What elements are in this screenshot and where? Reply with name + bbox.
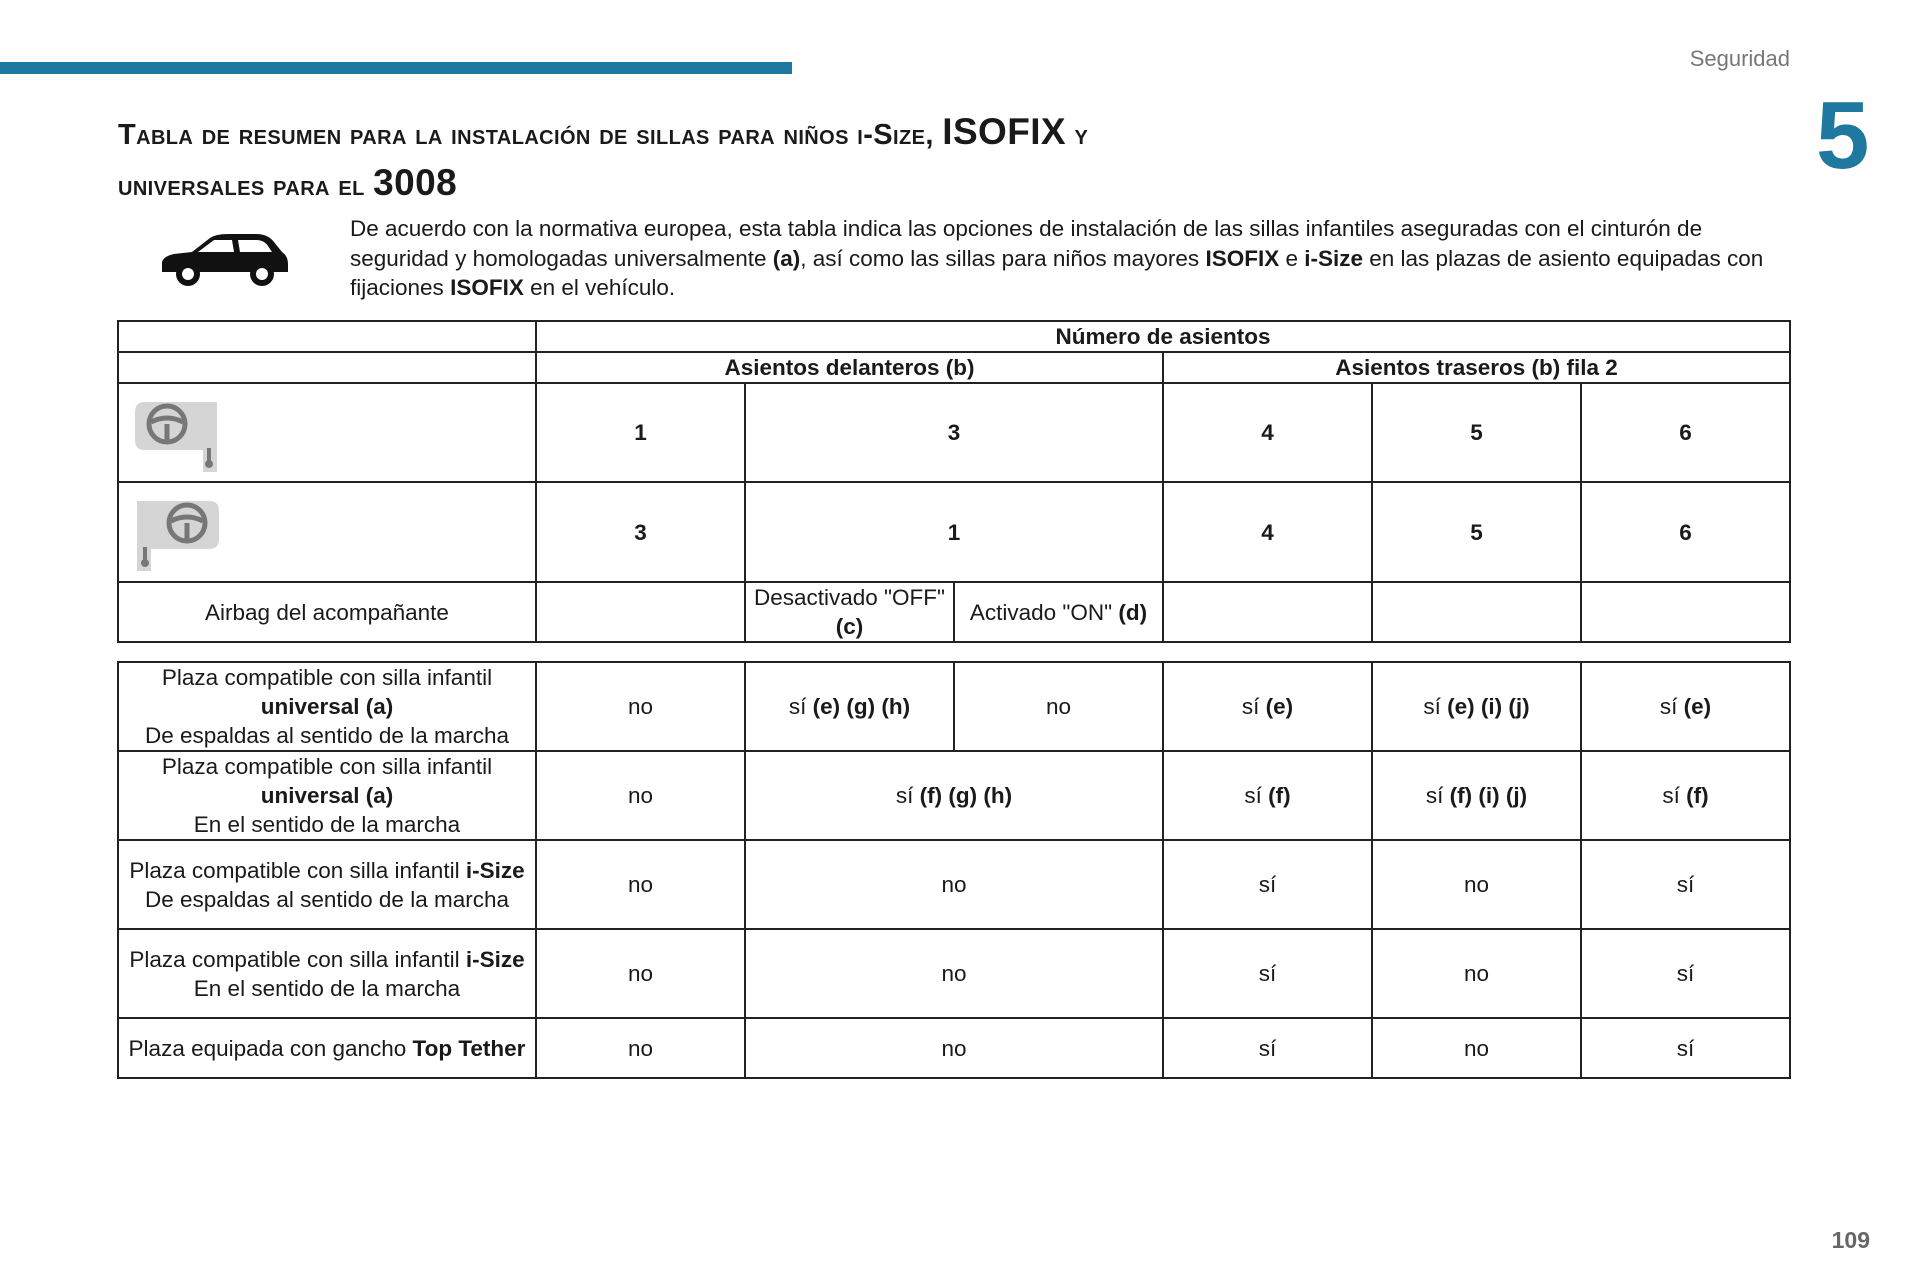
row-label: Plaza compatible con silla infantil universal (a) En el sentido de la marcha: [118, 751, 536, 840]
lhd-icon-cell: [118, 383, 536, 482]
airbag-label: Airbag del acompañante: [118, 582, 536, 642]
empty-cell: [536, 582, 745, 642]
row-label: Plaza compatible con silla infantil universal (a) De espaldas al sentido de la marcha: [118, 662, 536, 751]
empty-cell: [1581, 582, 1790, 642]
empty-cell: [1163, 582, 1372, 642]
seat-3-value: sí (f) (g) (h): [745, 751, 1163, 840]
seat-4-value: sí (e): [1163, 662, 1372, 751]
seat-6-value: sí: [1581, 1018, 1790, 1078]
empty-cell: [118, 352, 536, 383]
table-row: [118, 662, 1790, 751]
lhd-seat-3: 3: [745, 383, 1163, 482]
seat-3-airbag-off-value: sí (e) (g) (h): [745, 662, 954, 751]
table-row: [118, 929, 1790, 1018]
lhd-seat-4: 4: [1163, 383, 1372, 482]
compatibility-table: [117, 661, 1791, 1079]
seat-4-value: sí: [1163, 929, 1372, 1018]
row-label: Plaza compatible con silla infantil i-Size En el sentido de la marcha: [118, 929, 536, 1018]
section-label: Seguridad: [1689, 46, 1790, 71]
seat-3-value: no: [745, 929, 1163, 1018]
lhd-seat-1: 1: [536, 383, 745, 482]
car-icon: [158, 228, 290, 288]
seat-1-value: no: [536, 662, 745, 751]
seat-1-value: no: [536, 840, 745, 929]
seat-5-value: no: [1372, 1018, 1581, 1078]
seat-1-value: no: [536, 929, 745, 1018]
page-title: Tabla de resumen para la instalación de sillas para niños i-Size, ISOFIX y universales para el 3008: [118, 111, 1089, 203]
empty-cell: [118, 321, 536, 352]
seat-1-value: no: [536, 1018, 745, 1078]
seat-6-value: sí (f): [1581, 751, 1790, 840]
lhd-seat-6: 6: [1581, 383, 1790, 482]
seat-1-value: no: [536, 751, 745, 840]
seat-5-value: no: [1372, 929, 1581, 1018]
seat-6-value: sí (e): [1581, 662, 1790, 751]
seat-6-value: sí: [1581, 840, 1790, 929]
seat-3-value: no: [745, 840, 1163, 929]
seat-number-header: Número de asientos: [536, 321, 1790, 352]
seat-5-value: no: [1372, 840, 1581, 929]
rhd-seat-3: 3: [536, 482, 745, 582]
seat-4-value: sí: [1163, 1018, 1372, 1078]
rear-seats-header: Asientos traseros (b) fila 2: [1163, 352, 1790, 383]
left-hand-drive-steering-icon: [129, 396, 225, 472]
airbag-off-cell: Desactivado "OFF" (c): [745, 582, 954, 642]
seat-3-value: no: [745, 1018, 1163, 1078]
seat-4-value: sí: [1163, 840, 1372, 929]
front-seats-header: Asientos delanteros (b): [536, 352, 1163, 383]
seat-5-value: sí (f) (i) (j): [1372, 751, 1581, 840]
seat-5-value: sí (e) (i) (j): [1372, 662, 1581, 751]
row-label: Plaza equipada con gancho Top Tether: [118, 1018, 536, 1078]
lhd-seat-5: 5: [1372, 383, 1581, 482]
empty-cell: [1372, 582, 1581, 642]
page-number: 109: [1831, 1227, 1870, 1253]
top-accent-bar: [0, 62, 792, 74]
rhd-seat-1: 1: [745, 482, 1163, 582]
rhd-seat-5: 5: [1372, 482, 1581, 582]
intro-paragraph: De acuerdo con la normativa europea, esta tabla indica las opciones de instalación de las sillas infantiles aseguradas con el cinturón de seguridad y homologadas universalmente (a), así como las sillas para niños mayores ISOFIX e i-Size en las plazas de asiento equipadas con fijaciones ISOFIX en el vehículo.: [350, 216, 1764, 300]
table-row: [118, 751, 1790, 840]
seat-numbers-table: [117, 320, 1791, 643]
seat-4-value: sí (f): [1163, 751, 1372, 840]
right-hand-drive-steering-icon: [129, 495, 225, 571]
table-row: [118, 840, 1790, 929]
rhd-icon-cell: [118, 482, 536, 582]
chapter-number: 5: [1816, 82, 1870, 189]
rhd-seat-4: 4: [1163, 482, 1372, 582]
seat-6-value: sí: [1581, 929, 1790, 1018]
seat-3-airbag-on-value: no: [954, 662, 1163, 751]
table-row: [118, 1018, 1790, 1078]
row-label: Plaza compatible con silla infantil i-Size De espaldas al sentido de la marcha: [118, 840, 536, 929]
rhd-seat-6: 6: [1581, 482, 1790, 582]
airbag-on-cell: Activado "ON" (d): [954, 582, 1163, 642]
